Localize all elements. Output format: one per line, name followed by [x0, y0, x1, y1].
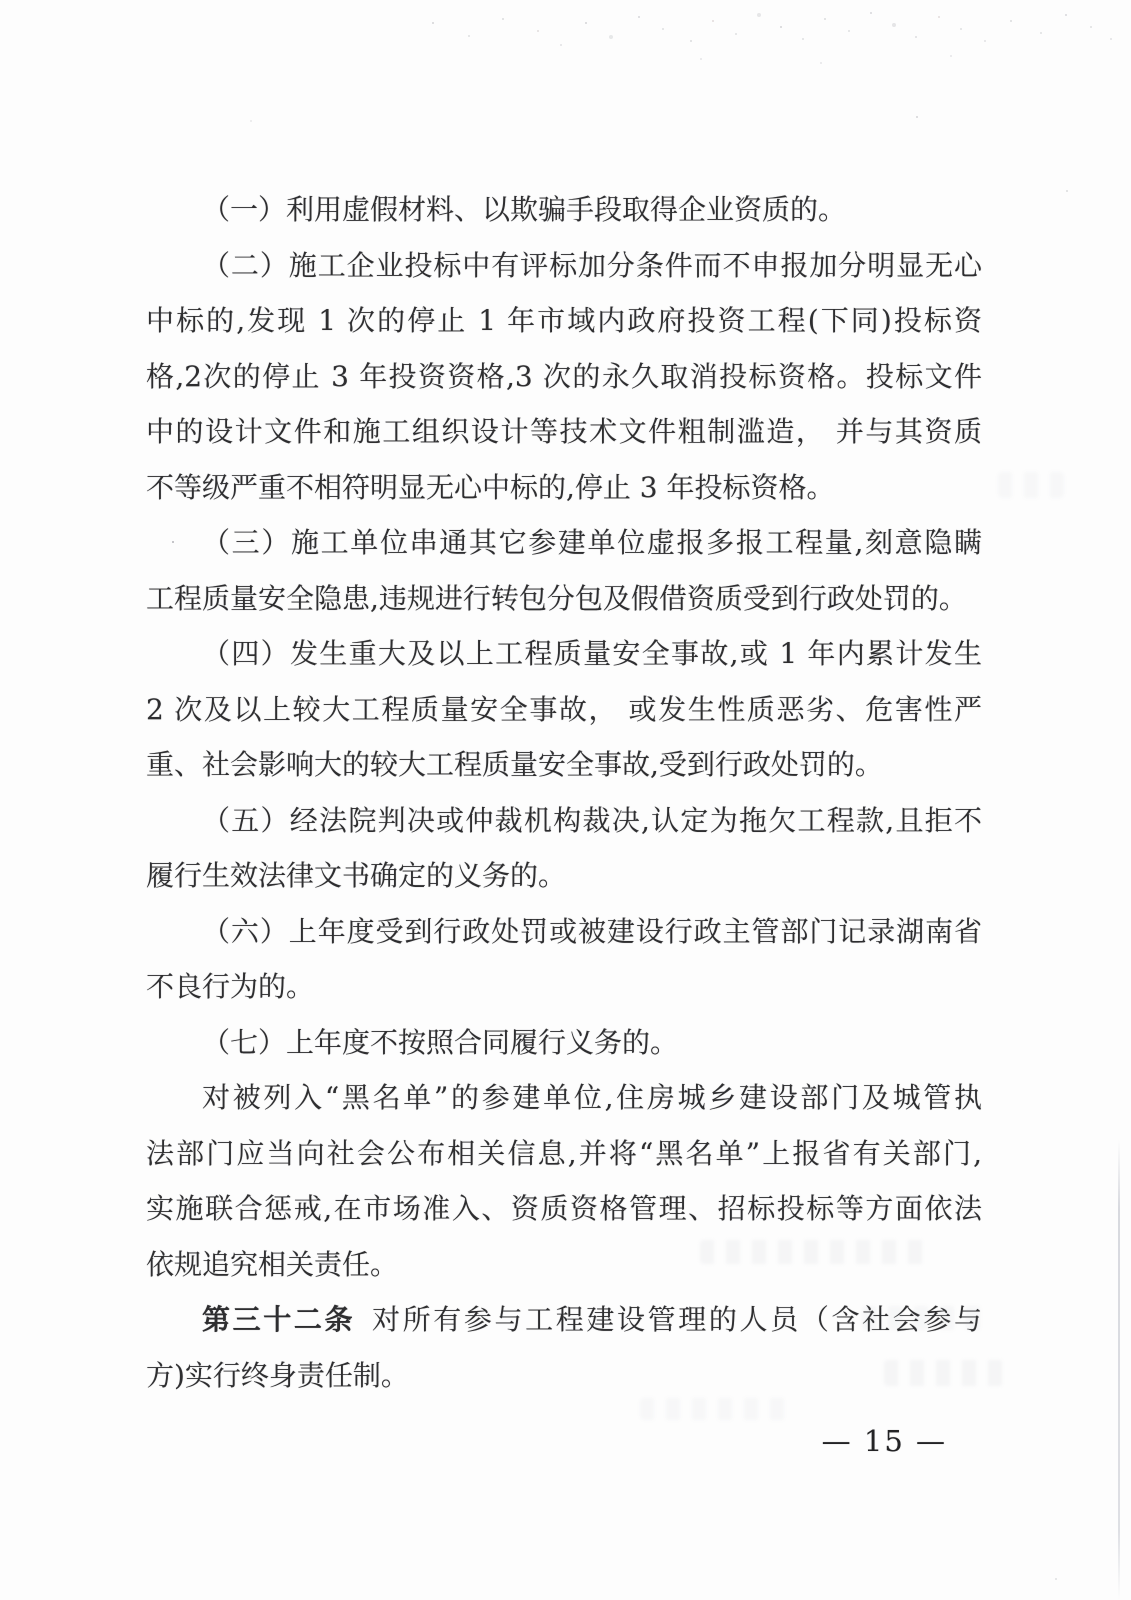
document-line [146, 904, 982, 960]
document-line [146, 460, 982, 516]
document-line [146, 626, 982, 682]
line-text: 中的设计文件和施工组织设计等技术文件粗制滥造， 并与其资质 [146, 415, 982, 448]
line-text: 工程质量安全隐患,违规进行转包分包及假借资质受到行政处罚的。 [146, 581, 967, 615]
bleedthrough-artifact [700, 1240, 930, 1264]
line-text: （三）施工单位串通其它参建单位虚报多报工程量,刻意隐瞒 [202, 526, 982, 559]
document-line [146, 1292, 982, 1348]
document-line [146, 293, 982, 349]
line-text: 依规追究相关责任。 [146, 1247, 399, 1281]
bleedthrough-artifact [884, 1360, 1004, 1386]
line-text: 不良行为的。 [146, 970, 315, 1003]
line-text: 不等级严重不相符明显无心中标的,停止 3 年投标资格。 [146, 470, 835, 504]
document-line [146, 404, 982, 460]
line-text: 法部门应当向社会公布相关信息,并将“黑名单”上报省有关部门, [146, 1136, 982, 1170]
line-text: （四）发生重大及以上工程质量安全事故,或 1 年内累计发生 [202, 637, 982, 670]
line-text: 重、社会影响大的较大工程质量安全事故,受到行政处罚的。 [146, 748, 883, 781]
document-line [146, 238, 982, 294]
line-text: （六）上年度受到行政处罚或被建设行政主管部门记录湖南省 [202, 914, 982, 948]
document-line [146, 1348, 982, 1404]
document-line [146, 737, 982, 793]
article-number: 第三十二条 [202, 1303, 356, 1336]
document-line [146, 182, 982, 238]
document-line [146, 848, 982, 904]
document-line [146, 1181, 982, 1237]
scan-edge-line [1118, 1140, 1120, 1600]
line-text: 实施联合惩戒,在市场准入、资质资格管理、招标投标等方面依法 [146, 1192, 982, 1225]
line-text: （五）经法院判决或仲裁机构裁决,认定为拖欠工程款,且拒不 [202, 803, 982, 837]
bleedthrough-artifact [862, 1306, 992, 1330]
line-text: 中标的,发现 1 次的停止 1 年市域内政府投资工程(下同)投标资 [146, 304, 982, 337]
document-body [146, 182, 982, 1403]
document-line [146, 571, 982, 627]
line-text: 履行生效法律文书确定的义务的。 [146, 859, 567, 892]
line-text: 格,2次的停止 3 年投资资格,3 次的永久取消投标资格。投标文件 [146, 359, 982, 393]
document-line [146, 682, 982, 738]
scan-noise [0, 0, 2, 2]
document-line [146, 1126, 982, 1182]
document-line [146, 1070, 982, 1126]
line-text: 对被列入“黑名单”的参建单位,住房城乡建设部门及城管执 [202, 1081, 982, 1114]
document-line [146, 1015, 982, 1071]
line-text: 方)实行终身责任制。 [146, 1358, 409, 1392]
line-text: （二）施工企业投标中有评标加分条件而不申报加分明显无心 [202, 248, 982, 282]
line-text: （七）上年度不按照合同履行义务的。 [202, 1025, 679, 1059]
bleedthrough-artifact [998, 472, 1064, 498]
page-number: — 15 — [821, 1424, 947, 1458]
bleedthrough-artifact [640, 1398, 790, 1420]
line-text: 对所有参与工程建设管理的人员（含社会参与 [371, 1303, 982, 1336]
document-line [146, 515, 982, 571]
line-text: 2 次及以上较大工程质量安全事故， 或发生性质恶劣、危害性严 [146, 692, 982, 726]
document-line [146, 793, 982, 849]
document-line [146, 959, 982, 1015]
line-text: （一）利用虚假材料、以欺骗手段取得企业资质的。 [202, 193, 847, 226]
document-line [146, 349, 982, 405]
